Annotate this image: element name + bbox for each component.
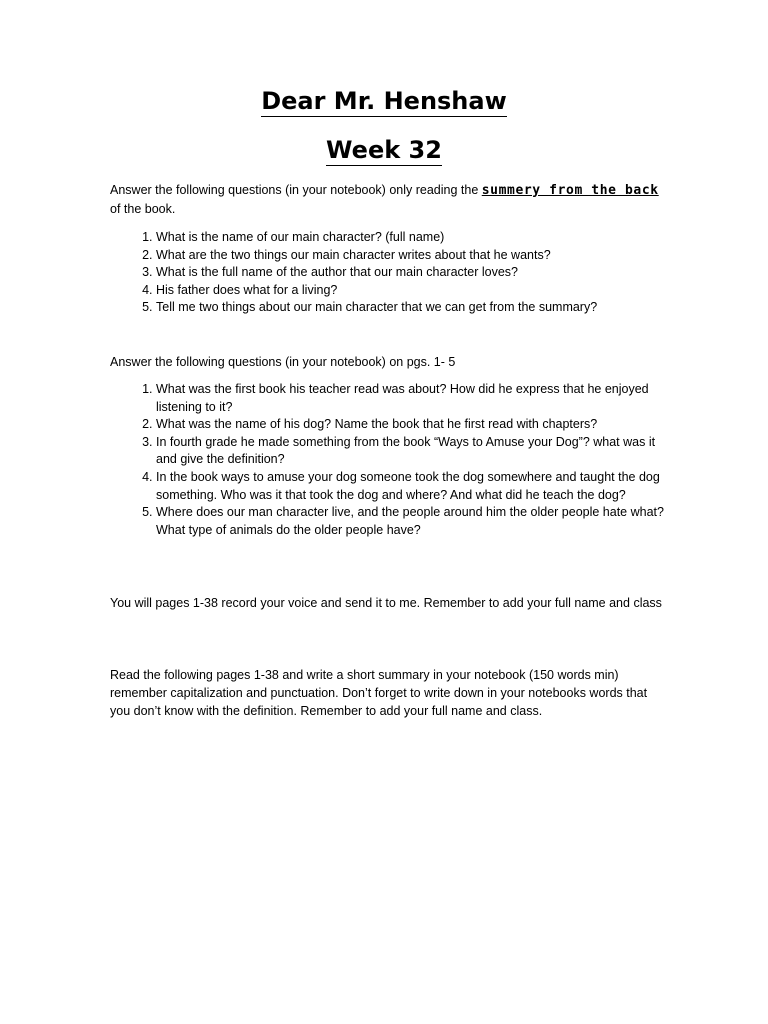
section3-text: You will pages 1-38 record your voice and send it to me. Remember to add your full name and class	[110, 596, 662, 610]
week-heading-text: Week 32	[326, 136, 442, 164]
section1-intro-post: of the book.	[110, 202, 176, 216]
document-title-text: Dear Mr. Henshaw	[261, 87, 507, 115]
section4-text: Read the following pages 1-38 and write a short summary in your notebook (150 words min) remember capitalization and punctuation. Don’t forget to write down in your notebooks words that you don’t know with the definition. Remember to add your full name and class.	[110, 668, 648, 718]
section2-question-list	[110, 381, 665, 539]
list-item: 3. What is the full name of the author that our main character loves?	[156, 264, 665, 282]
section1-intro-emphasis: summery from the back	[481, 183, 659, 198]
section1-intro-pre: Answer the following questions (in your notebook) only reading the	[110, 183, 482, 197]
list-item: 5. Where does our man character live, and the people around him the older people hate what? What type of animals do the older people have?	[156, 504, 665, 539]
section1-question-list	[110, 229, 665, 317]
list-item: 4. His father does what for a living?	[156, 282, 665, 300]
section1-intro	[110, 181, 670, 218]
document-title	[0, 87, 768, 115]
week-heading	[0, 136, 768, 164]
section2-intro: Answer the following questions (in your notebook) on pgs. 1- 5	[110, 355, 456, 369]
list-item: 2. What are the two things our main character writes about that he wants?	[156, 247, 665, 265]
list-item: 1. What is the name of our main character? (full name)	[156, 229, 665, 247]
list-item: 2. What was the name of his dog? Name the book that he first read with chapters?	[156, 416, 665, 434]
list-item: 3. In fourth grade he made something from the book “Ways to Amuse your Dog”? what was it and give the definition?	[156, 434, 665, 469]
list-item: 4. In the book ways to amuse your dog someone took the dog somewhere and taught the dog something. Who was it that took the dog and where? And what did he teach the dog?	[156, 469, 665, 504]
list-item: 1. What was the first book his teacher read was about? How did he express that he enjoyed listening to it?	[156, 381, 665, 416]
list-item: 5. Tell me two things about our main character that we can get from the summary?	[156, 299, 665, 317]
